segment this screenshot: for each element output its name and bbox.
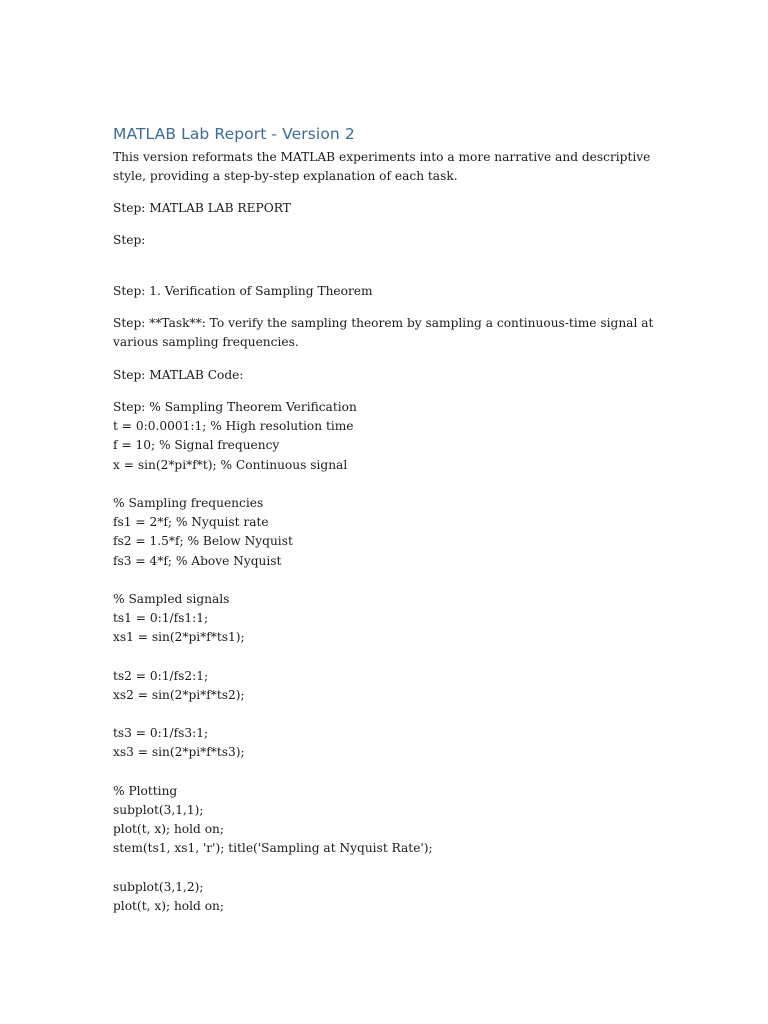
step-section-heading: Step: 1. Verification of Sampling Theorem [113,284,373,298]
code-line [113,705,433,724]
code-line: x = sin(2*pi*f*t); % Continuous signal [113,457,348,472]
code-line: ts2 = 0:1/fs2:1; [113,668,209,683]
step-empty: Step: [113,233,146,247]
step-report-heading: Step: MATLAB LAB REPORT [113,201,291,215]
code-line [113,763,433,782]
code-line: subplot(3,1,2); [113,879,204,894]
step-task-line-1: Step: **Task**: To verify the sampling theorem by sampling a continuous-time signal at [113,316,654,330]
document-title: MATLAB Lab Report - Version 2 [113,125,355,143]
code-line: fs2 = 1.5*f; % Below Nyquist [113,534,293,549]
code-line: % Sampling frequencies [113,495,264,510]
code-line: fs1 = 2*f; % Nyquist rate [113,515,269,530]
code-line: xs3 = sin(2*pi*f*ts3); [113,745,245,760]
code-line [113,571,433,590]
code-line: plot(t, x); hold on; [113,822,224,837]
code-line: ts3 = 0:1/fs3:1; [113,726,209,741]
code-line: fs3 = 4*f; % Above Nyquist [113,553,282,568]
code-line: t = 0:0.0001:1; % High resolution time [113,419,354,434]
code-line: f = 10; % Signal frequency [113,438,280,453]
code-line: % Plotting [113,783,178,798]
step-code-label: Step: MATLAB Code: [113,368,244,382]
code-line: plot(t, x); hold on; [113,898,224,913]
code-line [113,475,433,494]
code-line: stem(ts1, xs1, 'r'); title('Sampling at Nyquist Rate'); [113,841,433,856]
step-task-line-2: various sampling frequencies. [113,335,299,349]
code-line [113,859,433,878]
code-line: % Sampled signals [113,591,230,606]
code-line [113,647,433,666]
code-line: Step: % Sampling Theorem Verification [113,400,357,414]
code-line: xs1 = sin(2*pi*f*ts1); [113,630,245,645]
code-line: subplot(3,1,1); [113,802,204,817]
code-line: xs2 = sin(2*pi*f*ts2); [113,687,245,702]
matlab-code-block [113,398,433,916]
intro-line-1: This version reformats the MATLAB experiments into a more narrative and descriptive [113,150,651,164]
code-line: ts1 = 0:1/fs1:1; [113,611,209,626]
intro-line-2: style, providing a step-by-step explanation of each task. [113,169,458,183]
